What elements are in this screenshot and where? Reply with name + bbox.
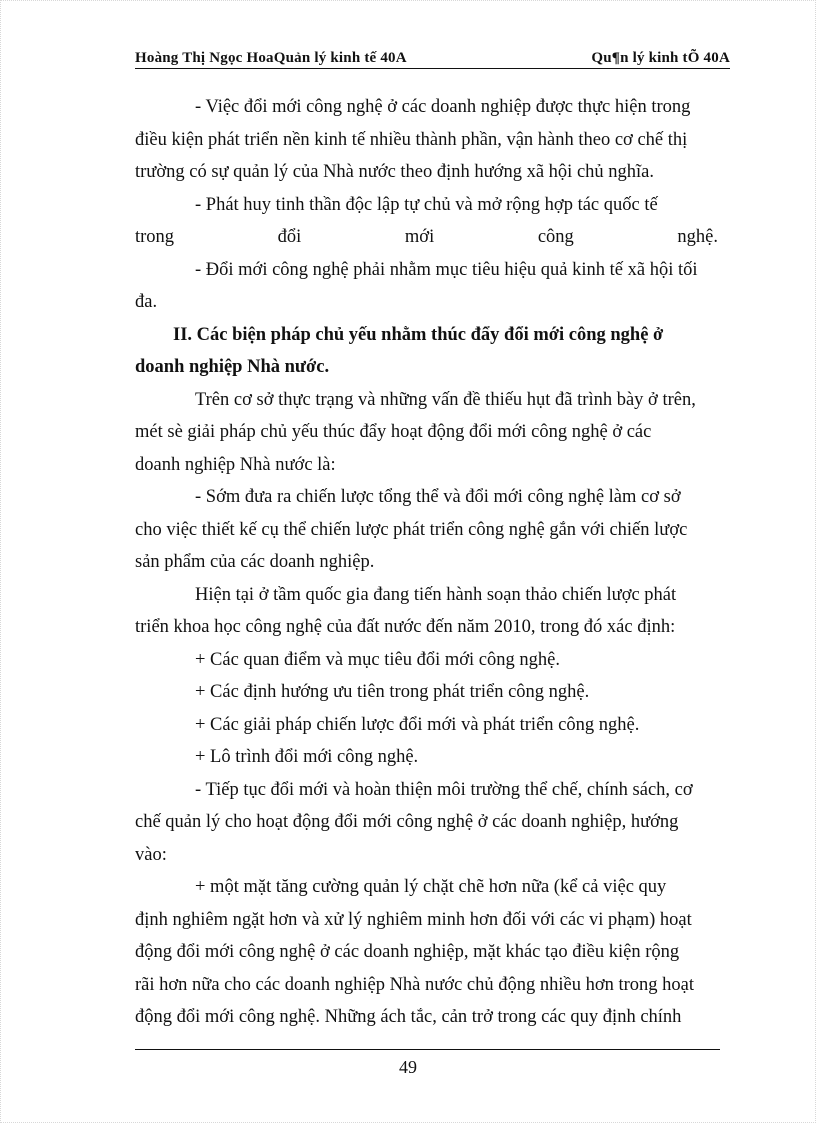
paragraph-line: động đổi mới công nghệ. Những ách tắc, cản trở trong các quy định chính [135,1007,682,1027]
paragraph-line: động đổi mới công nghệ ở các doanh nghiệp, mặt khác tạo điều kiện rộng [135,942,680,962]
paragraph-line: triển khoa học công nghệ của đất nước đến năm 2010, trong đó xác định: [135,617,676,637]
word: trong [135,227,175,247]
header-rule [135,68,730,69]
paragraph-line: - Sớm đưa ra chiến lược tổng thể và đổi mới công nghệ làm cơ sở [195,487,681,507]
bullet-item: + Các định hướng ưu tiên trong phát triển công nghệ. [195,682,590,702]
paragraph-line: rãi hơn nữa cho các doanh nghiệp Nhà nước chủ động nhiều hơn trong hoạt [135,974,695,995]
document-body [135,91,718,1034]
paragraph-line: vào: [135,844,167,865]
section-heading: II. Các biện pháp chủ yếu nhằm thúc đẩy đổi mới công nghệ ở [173,324,664,345]
page-header [135,50,730,70]
paragraph-line: - Phát huy tinh thần độc lập tự chủ và mở rộng hợp tác quốc tế [195,194,658,215]
word: mới [404,227,435,247]
paragraph-line: điều kiện phát triển nền kinh tế nhiều thành phần, vận hành theo cơ chế thị [135,129,688,150]
footer-rule [135,1049,720,1050]
paragraph-line: + một mặt tăng cường quản lý chặt chẽ hơn nữa (kể cả việc quy [195,877,667,897]
paragraph-line: - Tiếp tục đổi mới và hoàn thiện môi trường thể chế, chính sách, cơ [195,779,693,800]
paragraph-line: cho việc thiết kế cụ thể chiến lược phát triển công nghệ gắn với chiến lược [135,519,688,540]
paragraph-line: Hiện tại ở tầm quốc gia đang tiến hành soạn thảo chiến lược phát [195,584,677,605]
word: công [537,227,574,247]
header-left-text: Hoàng Thị Ngọc HoaQuản lý kinh tế 40A [135,50,407,66]
word: đổi [277,227,302,247]
bullet-item: + Lô trình đổi mới công nghệ. [195,747,419,767]
paragraph-line: định nghiêm ngặt hơn và xử lý nghiêm minh hơn đối với các vi phạm) hoạt [135,909,692,930]
paragraph-line: - Đổi mới công nghệ phải nhằm mục tiêu hiệu quả kinh tế xã hội tối [195,259,698,280]
header-right-text: Qu¶n lý kinh tÕ 40A [591,50,730,66]
word: nghệ. [677,227,718,247]
paragraph-line: doanh nghiệp Nhà nước là: [135,454,336,475]
paragraph-line: chế quản lý cho hoạt động đổi mới công nghệ ở các doanh nghiệp, hướng [135,812,679,832]
bullet-item: + Các quan điểm và mục tiêu đổi mới công nghệ. [195,649,560,670]
paragraph-line: trường có sự quản lý của Nhà nước theo định hướng xã hội chủ nghĩa. [135,162,655,182]
paragraph-line: - Việc đổi mới công nghệ ở các doanh nghiệp được thực hiện trong [195,97,691,117]
page-number: 49 [399,1057,417,1077]
justified-line [135,221,718,254]
paragraph-line: Trên cơ sở thực trạng và những vấn đề thiếu hụt đã trình bày ở trên, [195,389,696,410]
paragraph-line: đa. [135,292,158,312]
bullet-item: + Các giải pháp chiến lược đổi mới và phát triển công nghệ. [195,714,640,735]
paragraph-line: mét sè giải pháp chủ yếu thúc đẩy hoạt động đổi mới công nghệ ở các [135,422,652,442]
paragraph-line: sản phẩm của các doanh nghiệp. [135,552,375,572]
section-heading-cont: doanh nghiệp Nhà nước. [135,357,330,377]
